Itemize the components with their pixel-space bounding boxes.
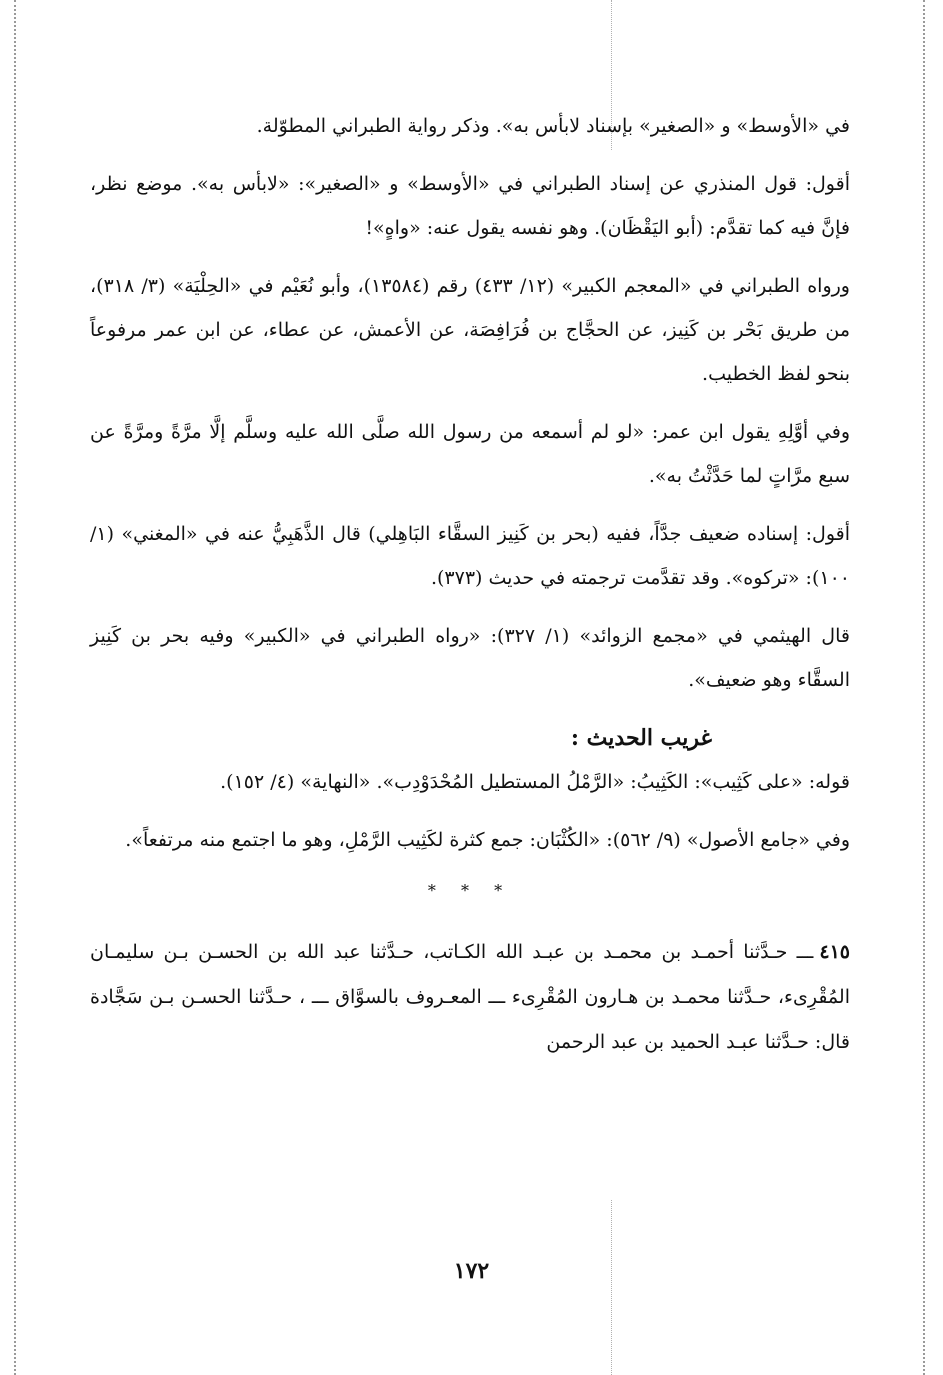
- paragraph-author-comment-mundhiri: أقول: قول المنذري عن إسناد الطبراني في «الأوسط» و «الصغير»: «لابأس به». موضع نظر، فإنَّ فيه كما تقدَّم: (أبو اليَقْظَان). وهو نفسه يقول عنه: «واهٍ»!: [90, 173, 850, 239]
- paragraph-opening: في «الأوسط» و «الصغير» بإسناد لابأس به». وذكر رواية الطبراني المطوّلة.: [256, 115, 850, 137]
- paragraph-tabarani-narration: ورواه الطبراني في «المعجم الكبير» (١٢/ ٤٣٣) رقم (١٣٥٨٤)، وأبو نُعَيْم في «الحِلْيَة» (٣/ ٣١٨)، من طريق بَحْر بن كَنِيز، عن الحجَّاج بن فُرَافِصَة، عن الأعمش، عن عطاء، عن ابن عمر مرفوعاً بنحو لفظ الخطيب.: [90, 275, 850, 385]
- paragraph-isnad-weakness: أقول: إسناده ضعيف جدَّاً، ففيه (بحر بن كَنِيز السقَّاء البَاهِلي) قال الذَّهَبِيُّ عنه في «المغني» (١/ ١٠٠): «تركوه». وقد تقدَّمت ترجمته في حديث (٣٧٣).: [90, 523, 850, 589]
- section-separator: * * *: [427, 881, 513, 900]
- left-page-edge: [14, 0, 16, 1375]
- section-heading-gharib: غريب الحديث :: [570, 725, 712, 751]
- fold-mark-bottom: [611, 1200, 612, 1375]
- hadith-chain-text: ـــ حـدَّثنا أحمـد بن محمـد بن عبـد الله الكـاتب، حـدَّثنا عبد الله بن الحسـن بـن سليمـان المُقْرِىء، حـدَّثنا محمـد بن هـارون المُقْرِىء ـــ المعـروف بالسوَّاق ـــ ، حـدَّثنا الحسـن بـن سَجَّادة قال: حـدَّثنا عبـد الحميد بن عبد الرحمن: [90, 941, 850, 1053]
- paragraph-ibn-umar-quote: وفي أوَّلِهِ يقول ابن عمر: «لو لم أسمعه من رسول الله صلَّى الله عليه وسلَّم إلَّا مرَّةً ومرَّةً عن سبع مرَّاتٍ لما حَدَّثْتُ به».: [90, 421, 850, 487]
- right-page-edge: [923, 0, 925, 1375]
- page-number: ١٧٢: [453, 1258, 490, 1284]
- page-body: [90, 104, 850, 1065]
- hadith-entry: [90, 930, 850, 1065]
- paragraph-gharib-kathib: قوله: «على كَثِيب»: الكَثِيبُ: «الرَّمْلُ المستطيل المُحْدَوْدِب». «النهاية» (٤/ ١٥٢).: [220, 771, 850, 793]
- paragraph-haythami: قال الهيثمي في «مجمع الزوائد» (١/ ٣٢٧): «رواه الطبراني في «الكبير» وفيه بحر بن كَنِيز السقَّاء وهو ضعيف».: [90, 625, 850, 691]
- paragraph-gharib-jami-al-usul: وفي «جامع الأصول» (٩/ ٥٦٢): «الكُثْبَان: جمع كثرة لكَثِيب الرَّمْلِ، وهو ما اجتمع منه مرتفعاً».: [125, 829, 850, 851]
- hadith-number: ٤١٥: [819, 941, 850, 963]
